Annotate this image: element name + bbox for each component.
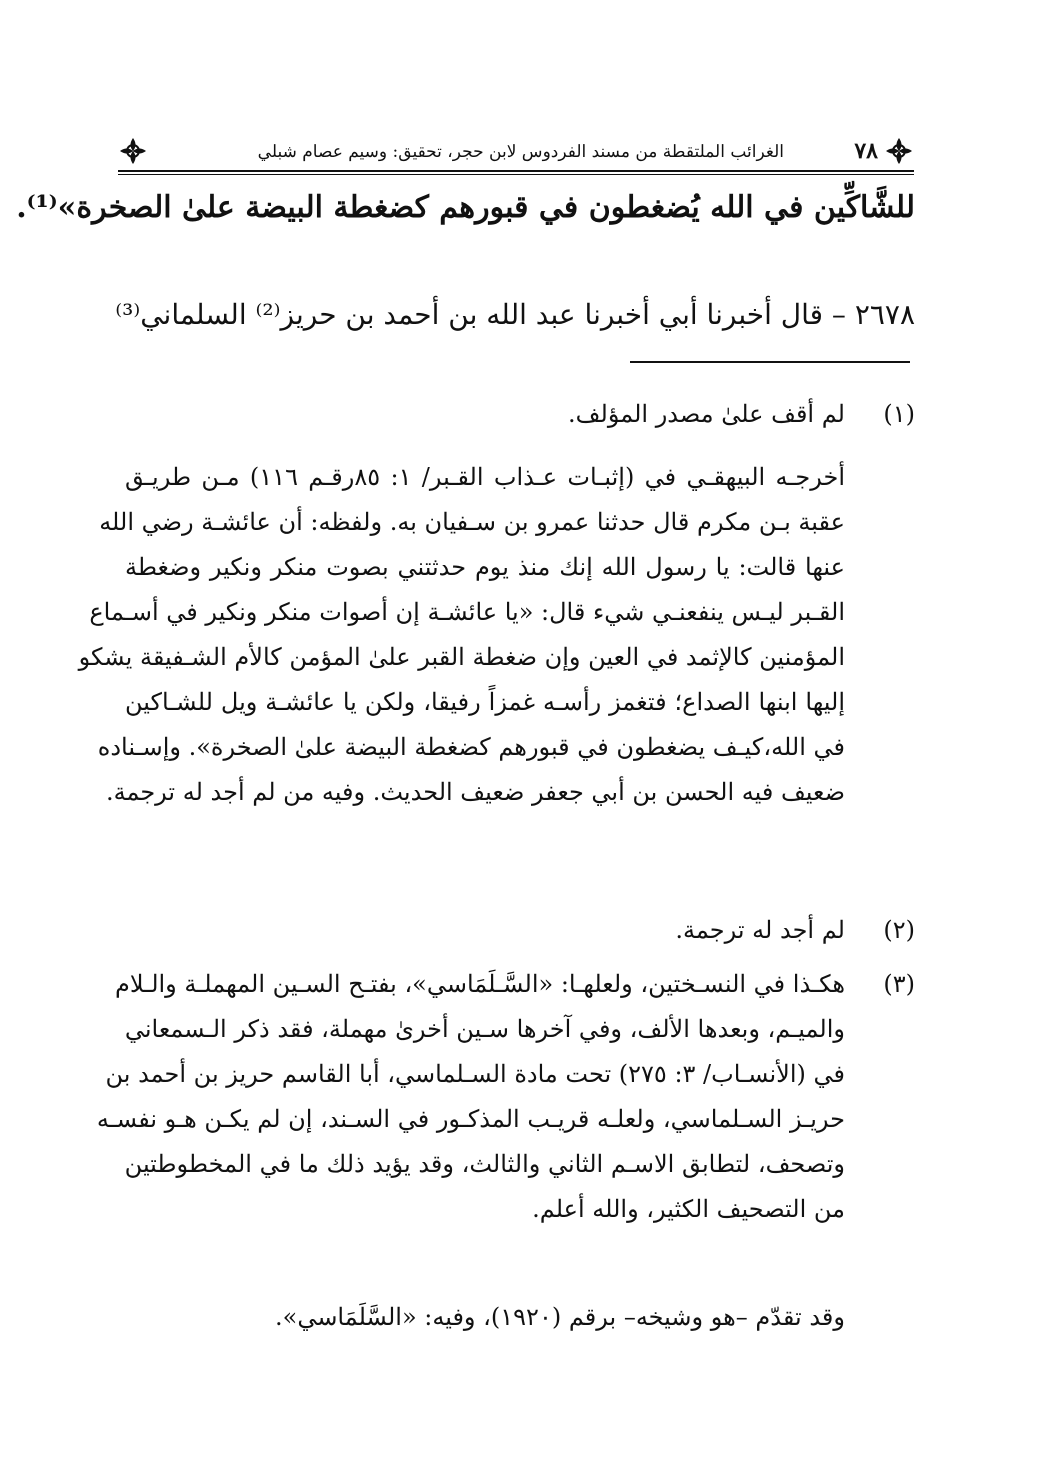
footnote-number: (٣) (883, 970, 915, 998)
floral-ornament-icon (884, 136, 914, 166)
hadith-isnad-line: ٢٦٧٨ – قال أخبرنا أبي أخبرنا عبد الله بن أحمد بن حريز⁽²⁾ السلماني⁽³⁾ (115, 298, 915, 331)
footnote-line: ضعيف فيه الحسن بن أبي جعفر ضعيف الحديث. وفيه من لم أجد له ترجمة. (105, 778, 845, 806)
footnote-separator (630, 361, 910, 363)
footnote-text: لم أقف علىٰ مصدر المؤلف. (568, 400, 845, 428)
page-number: ٧٨ (854, 138, 878, 164)
footnote-3-extra (125, 1295, 915, 1340)
header-rule (118, 170, 914, 175)
footnote-3 (96, 962, 915, 1232)
floral-ornament-icon (118, 136, 148, 166)
hadith-text-line: للشَّاكِّين في الله يُضغطون في قبورهم كضغطة البيضة علىٰ الصخرة»⁽¹⁾. (16, 190, 915, 225)
footnote-line: والميـم، وبعدها الألف، وفي آخرها سـين أخرىٰ مهملة، فقد ذكر الـسمعاني (124, 1015, 845, 1043)
footnote-line: عنها قالت: يا رسول الله إنك منذ يوم حدثتني بصوت منكر ونكير وضغطة (125, 553, 845, 581)
footnote-line: عقبة بـن مكرم قال حدثنا عمرو بن سـفيان به. ولفظه: أن عائشـة رضي الله (99, 508, 845, 536)
footnote-1-continuation (78, 455, 915, 815)
footnote-number: (٢) (883, 916, 915, 944)
footnote-2 (125, 908, 915, 953)
footnote-line: وتصحف، لتطابق الاسـم الثاني والثالث، وقد يؤيد ذلك ما في المخطوطتين (124, 1150, 845, 1178)
footnote-text: وقد تقدّم –هو وشيخه– برقم (١٩٢٠)، وفيه: «السَّلَمَاسي». (275, 1303, 845, 1331)
footnote-1 (125, 392, 915, 437)
footnote-line: المؤمنين كالإثمد في العين وإن ضغطة القبر علىٰ المؤمن كالأم الشـفيقة يشكو (78, 643, 845, 671)
footnote-line: هكـذا في النسـختين، ولعلهـا: «السَّـلَمَاسي»، بفتـح السـين المهملـة والـلام (114, 970, 845, 998)
footnote-line: القـبر ليـس ينفعنـي شيء قال: «يا عائشـة إن أصوات منكر ونكير في أسـماع (89, 598, 845, 626)
footnote-line: حريـز السـلماسي، ولعلـه قريـب المذكـور في السـند، إن لم يكـن هـو نفسـه (96, 1105, 845, 1133)
footnote-line: في الله،كيـف يضغطون في قبورهم كضغطة البيضة علىٰ الصخرة». وإسـناده (97, 733, 845, 761)
footnote-line: إليها ابنها الصداع؛ فتغمز رأسـه غمزاً رفيقا، ولكن يا عائشـة ويل للشـاكين (125, 688, 845, 716)
page-header (118, 136, 914, 170)
running-title: الغرائب الملتقطة من مسند الفردوس لابن حجر، تحقيق: وسيم عصام شبلي (257, 142, 784, 162)
footnote-number: (١) (883, 400, 915, 428)
footnote-line: أخرجـه البيهقـي في (إثبـات عـذاب القـبر/ ١: ٨٥رقـم ١١٦) مـن طريـق (125, 463, 845, 491)
footnote-text: لم أجد له ترجمة. (675, 916, 845, 944)
footnote-line: من التصحيف الكثير، والله أعلم. (532, 1195, 845, 1223)
footnote-line: في (الأنسـاب/ ٣: ٢٧٥) تحت مادة السـلماسي، أبا القاسم حريز بن أحمد بن (105, 1060, 845, 1088)
